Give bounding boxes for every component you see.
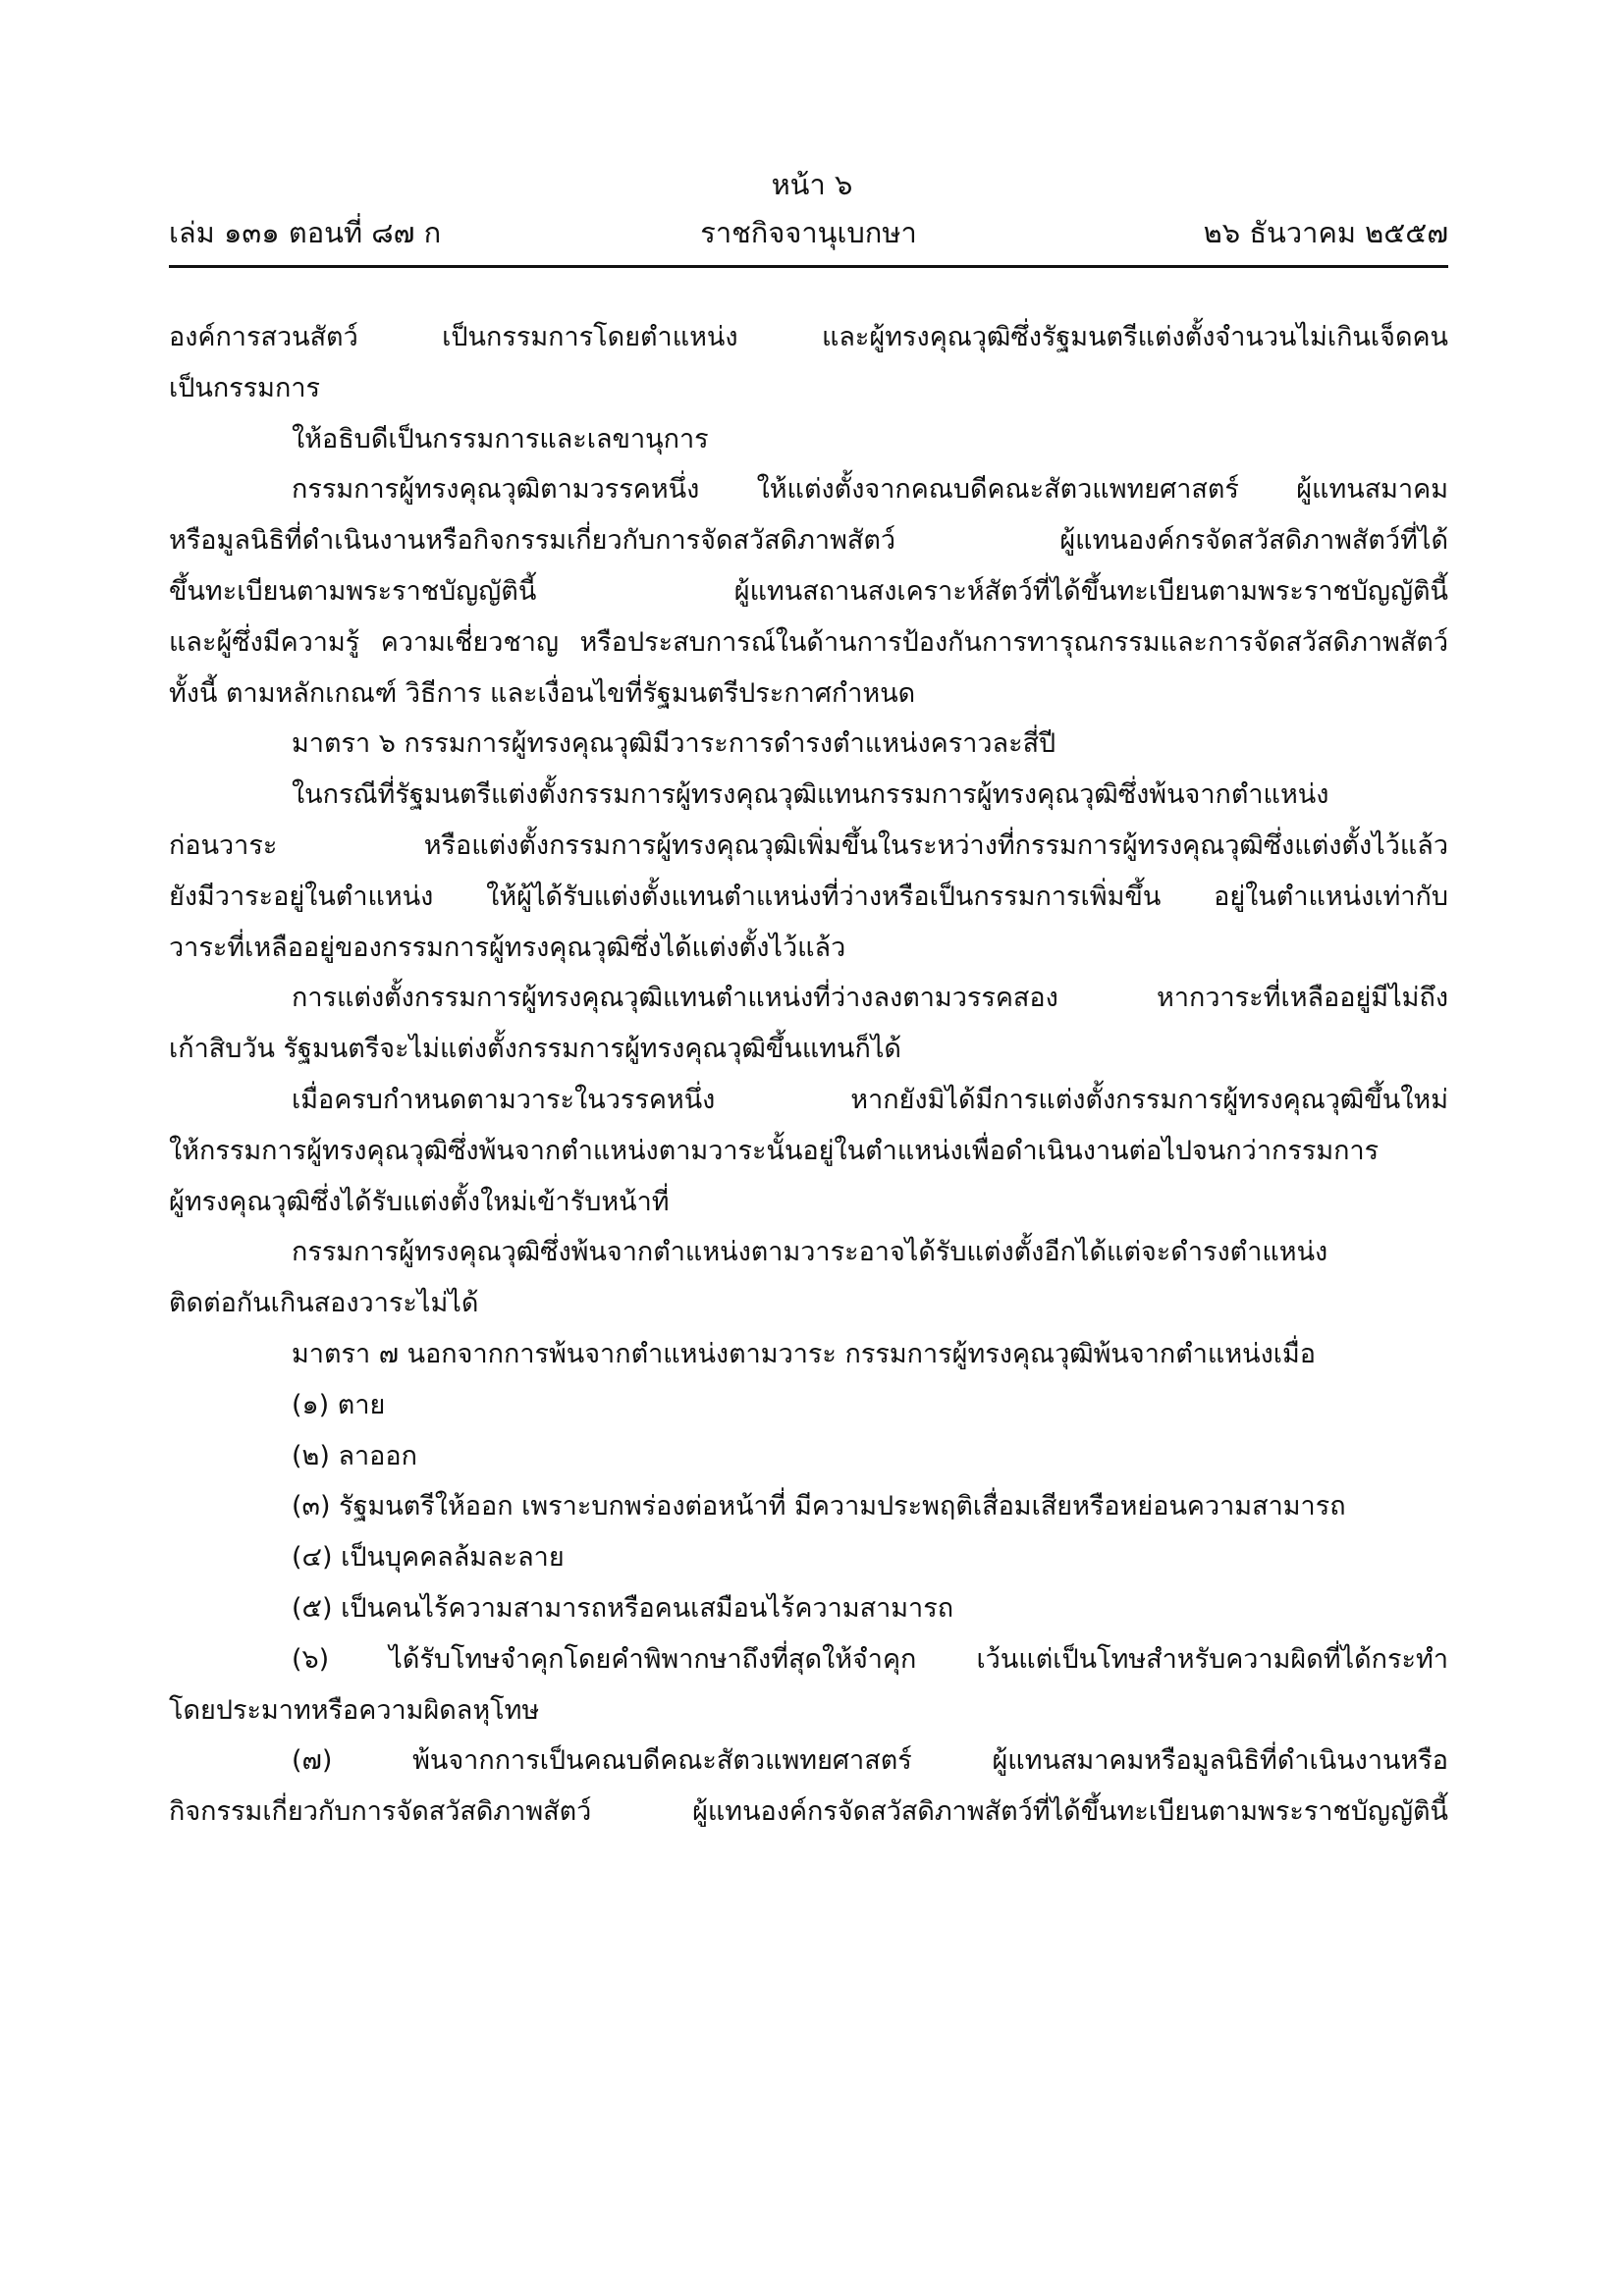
header-rule	[169, 265, 1448, 268]
text-line: การแต่งตั้งกรรมการผู้ทรงคุณวุฒิแทนตำแหน่งที่ว่างลงตามวรรคสอง หากวาระที่เหลืออยู่มีไม่ถึง	[292, 983, 1448, 1014]
text-line: เก้าสิบวัน รัฐมนตรีจะไม่แต่งตั้งกรรมการผู้ทรงคุณวุฒิขึ้นแทนก็ได้	[169, 1034, 901, 1065]
text-line: วาระที่เหลืออยู่ของกรรมการผู้ทรงคุณวุฒิซึ่งได้แต่งตั้งไว้แล้ว	[169, 932, 846, 963]
list-item: (๑) ตาย	[292, 1389, 386, 1420]
text-line: โดยประมาทหรือความผิดลหุโทษ	[169, 1694, 540, 1726]
text-line: ให้อธิบดีเป็นกรรมการและเลขานุการ	[292, 423, 709, 454]
text-line: ยังมีวาระอยู่ในตำแหน่ง ให้ผู้ได้รับแต่งตั้งแทนตำแหน่งที่ว่างหรือเป็นกรรมการเพิ่มขึ้น อยู่ในตำแหน่งเท่ากับ	[169, 881, 1448, 912]
text-line: ขึ้นทะเบียนตามพระราชบัญญัตินี้ ผู้แทนสถานสงเคราะห์สัตว์ที่ได้ขึ้นทะเบียนตามพระราชบัญญัตินี้	[169, 575, 1448, 607]
text-line: ผู้ทรงคุณวุฒิซึ่งได้รับแต่งตั้งใหม่เข้ารับหน้าที่	[169, 1186, 670, 1217]
list-item: (๖) ได้รับโทษจำคุกโดยคำพิพากษาถึงที่สุดให้จำคุก เว้นแต่เป็นโทษสำหรับความผิดที่ได้กระทำ	[292, 1643, 1448, 1675]
text-line: ติดต่อกันเกินสองวาระไม่ได้	[169, 1288, 479, 1319]
section-heading-6: มาตรา ๖ กรรมการผู้ทรงคุณวุฒิมีวาระการดำรงตำแหน่งคราวละสี่ปี	[292, 728, 1056, 760]
publication-name: ราชกิจจานุเบกษา	[700, 216, 917, 249]
text-line: และผู้ซึ่งมีความรู้ ความเชี่ยวชาญ หรือประสบการณ์ในด้านการป้องกันการทารุณกรรมและการจัดสวัสดิภาพสัตว์	[169, 626, 1448, 658]
text-line: ทั้งนี้ ตามหลักเกณฑ์ วิธีการ และเงื่อนไขที่รัฐมนตรีประกาศกำหนด	[169, 677, 916, 709]
list-item: (๒) ลาออก	[292, 1440, 417, 1471]
publication-date: ๒๖ ธันวาคม ๒๕๕๗	[1203, 216, 1448, 249]
text-line: หรือมูลนิธิที่ดำเนินงานหรือกิจกรรมเกี่ยวกับการจัดสวัสดิภาพสัตว์ ผู้แทนองค์กรจัดสวัสดิภาพสัตว์ที่ได้	[169, 525, 1448, 557]
list-item: (๔) เป็นบุคคลล้มละลาย	[292, 1542, 565, 1574]
text-line: เมื่อครบกำหนดตามวาระในวรรคหนึ่ง หากยังมิได้มีการแต่งตั้งกรรมการผู้ทรงคุณวุฒิขึ้นใหม่	[292, 1084, 1448, 1115]
volume-issue: เล่ม ๑๓๑ ตอนที่ ๘๗ ก	[169, 216, 442, 249]
text-line: กิจกรรมเกี่ยวกับการจัดสวัสดิภาพสัตว์ ผู้แทนองค์กรจัดสวัสดิภาพสัตว์ที่ได้ขึ้นทะเบียนตามพระราชบัญญัตินี้	[169, 1796, 1448, 1828]
list-item: (๕) เป็นคนไร้ความสามารถหรือคนเสมือนไร้ความสามารถ	[292, 1592, 954, 1624]
text-line: กรรมการผู้ทรงคุณวุฒิซึ่งพ้นจากตำแหน่งตามวาระอาจได้รับแต่งตั้งอีกได้แต่จะดำรงตำแหน่ง	[292, 1237, 1328, 1268]
text-line: ในกรณีที่รัฐมนตรีแต่งตั้งกรรมการผู้ทรงคุณวุฒิแทนกรรมการผู้ทรงคุณวุฒิซึ่งพ้นจากตำแหน่ง	[292, 779, 1329, 811]
text-line: กรรมการผู้ทรงคุณวุฒิตามวรรคหนึ่ง ให้แต่งตั้งจากคณบดีคณะสัตวแพทยศาสตร์ ผู้แทนสมาคม	[292, 474, 1448, 506]
gazette-header	[169, 213, 1448, 254]
text-line: ก่อนวาระ หรือแต่งตั้งกรรมการผู้ทรงคุณวุฒิเพิ่มขึ้นในระหว่างที่กรรมการผู้ทรงคุณวุฒิซึ่งแต่งตั้งไว้แล้ว	[169, 829, 1448, 861]
text-line: องค์การสวนสัตว์ เป็นกรรมการโดยตำแหน่ง และผู้ทรงคุณวุฒิซึ่งรัฐมนตรีแต่งตั้งจำนวนไม่เกินเจ็ดคน	[169, 322, 1448, 352]
page-number: หน้า ๖	[771, 168, 853, 201]
text-line: ให้กรรมการผู้ทรงคุณวุฒิซึ่งพ้นจากตำแหน่งตามวาระนั้นอยู่ในตำแหน่งเพื่อดำเนินงานต่อไปจนกว่ากรรมการ	[169, 1135, 1380, 1166]
document-body	[169, 312, 1448, 1838]
section-heading-7: มาตรา ๗ นอกจากการพ้นจากตำแหน่งตามวาระ กรรมการผู้ทรงคุณวุฒิพ้นจากตำแหน่งเมื่อ	[292, 1338, 1316, 1369]
list-item: (๗) พ้นจากการเป็นคณบดีคณะสัตวแพทยศาสตร์ ผู้แทนสมาคมหรือมูลนิธิที่ดำเนินงานหรือ	[292, 1745, 1448, 1777]
text-line: เป็นกรรมการ	[169, 372, 320, 403]
list-item: (๓) รัฐมนตรีให้ออก เพราะบกพร่องต่อหน้าที่ มีความประพฤติเสื่อมเสียหรือหย่อนความสามารถ	[292, 1491, 1346, 1522]
